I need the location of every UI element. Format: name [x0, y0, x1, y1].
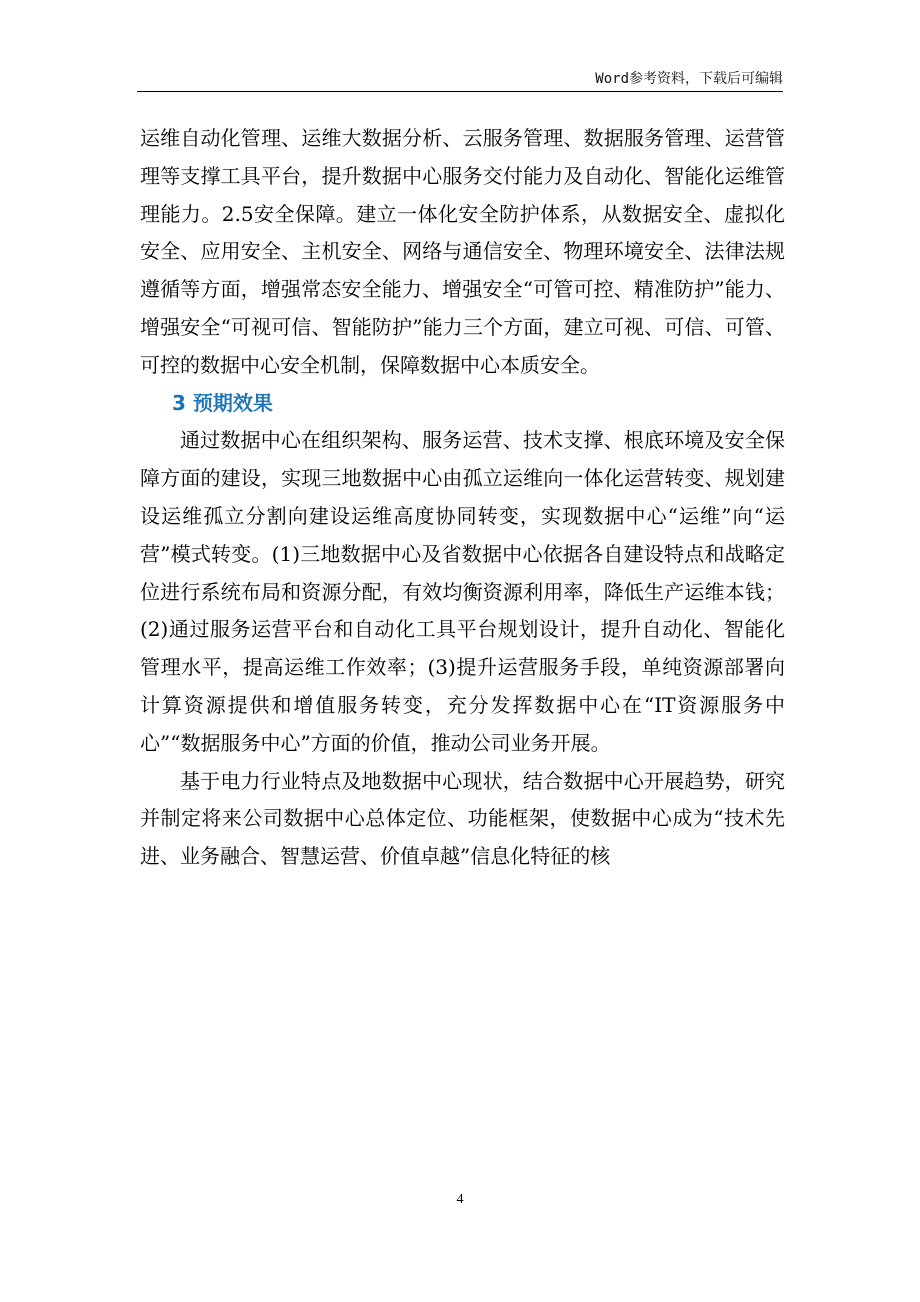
paragraph-security-continuation: 运维自动化管理、运维大数据分析、云服务管理、数据服务管理、运营管理等支撑工具平台，提升数据中心服务交付能力及自动化、智能化运维管理能力。2.5安全保障。建立一体化安全防护体系，从数据安全、虚拟化安全、应用安全、主机安全、网络与通信安全、物理环境安全、法律法规遵循等方面，增强常态安全能力、增强安全“可管可控、精准防护”能力、增强安全“可视可信、智能防护”能力三个方面，建立可视、可信、可管、可控的数据中心安全机制，保障数据中心本质安全。 — [140, 126, 785, 377]
section-heading-expected-effects: 3 预期效果 — [172, 390, 273, 415]
document-body — [140, 120, 785, 876]
paragraph-positioning: 基于电力行业特点及地数据中心现状，结合数据中心开展趋势，研究并制定将来公司数据中心总体定位、功能框架，使数据中心成为“技术先进、业务融合、智慧运营、价值卓越”信息化特征的核 — [140, 768, 785, 869]
paragraph-expected-effects: 通过数据中心在组织架构、服务运营、技术支撑、根底环境及安全保障方面的建设，实现三地数据中心由孤立运维向一体化运营转变、规划建设运维孤立分割向建设运维高度协同转变，实现数据中心“运维”向“运营”模式转变。(1)三地数据中心及省数据中心依据各自建设特点和战略定位进行系统布局和资源分配，有效均衡资源利用率，降低生产运维本钱；(2)通过服务运营平台和自动化工具平台规划设计，提升自动化、智能化管理水平，提高运维工作效率；(3)提升运营服务手段，单纯资源部署向计算资源提供和增值服务转变，充分发挥数据中心在“IT资源服务中心”“数据服务中心”方面的价值，推动公司业务开展。 — [140, 428, 785, 755]
page-number: 4 — [456, 1192, 464, 1207]
header-rule — [137, 91, 783, 92]
header-note: Word参考资料，下载后可编辑 — [595, 71, 783, 87]
